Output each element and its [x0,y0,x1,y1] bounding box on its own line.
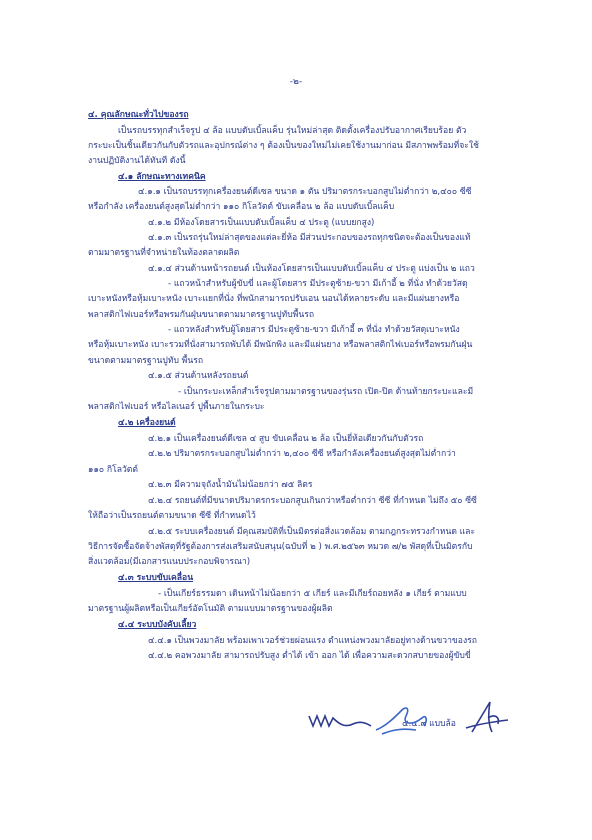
paragraph-line: - แถวหลังสำหรับผู้โดยสาร มีประตูซ้าย-ขวา มีเก้าอี้ ๓ ที่นั่ง ทำด้วยวัสดุเบาะหนัง [168,325,460,335]
signature-1 [305,702,375,736]
paragraph-line: หรือกำลัง เครื่องยนต์สูงสุดไม่ต่ำกว่า ๑๑๐ กิโลวัตต์ ขับเคลื่อน ๒ ล้อ แบบดับเบิ้ลแค็บ [88,202,395,212]
paragraph-line: ๔.๒.๓ มีความจุถังน้ำมันไม่น้อยกว่า ๗๕ ลิตร [148,480,313,490]
paragraph-line: กระบะเป็นชิ้นเดียวกันกับตัวรถและอุปกรณ์ต่าง ๆ ต้องเป็นของใหม่ไม่เคยใช้งานมาก่อน มีสภาพพร้อมที่จะใช้ [88,141,479,151]
subsection-heading-technical: ๔.๑ ลักษณะทางเทคนิค [118,172,206,182]
paragraph-line: เป็นรถบรรทุกสำเร็จรูป ๔ ล้อ แบบดับเบิ้ลแค็บ รุ่นใหม่ล่าสุด ติดตั้งเครื่องปรับอากาศเรียบร้อย ตัว [118,126,467,136]
paragraph-line: ๔.๒.๑ เป็นเครื่องยนต์ดีเซล ๔ สูบ ขับเคลื่อน ๒ ล้อ เป็นยี่ห้อเดียวกันกับตัวรถ [148,434,424,444]
paragraph-line: ขนาดตามมาตรฐานปูทับ พื้นรถ [88,356,204,366]
paragraph-line: ๑๑๐ กิโลวัตต์ [88,465,138,475]
paragraph-line: ๔.๑.๕ ส่วนด้านหลังรถยนต์ [148,371,249,381]
signature-2 [372,700,432,740]
paragraph-line: ๔.๑.๔ ส่วนด้านหน้ารถยนต์ เป็นห้องโดยสารเป็นแบบดับเบิ้ลแค็บ ๔ ประตู แบ่งเป็น ๒ แถว [148,264,475,274]
paragraph-line: หรือหุ้มเบาะหนัง เบาะรวมที่นั่งสามารถพับได้ มีพนักพิง และมีแผ่นยาง หรือพลาสติกไฟเบอร์หรือพรมกันฝุ่น [88,340,473,350]
subsection-heading-drive: ๔.๓ ระบบขับเคลื่อน [118,573,194,583]
paragraph-line: ๔.๔.๑ เป็นพวงมาลัย พร้อมเพาเวอร์ช่วยผ่อนแรง ตำแหน่งพวงมาลัยอยู่ทางด้านขวาของรถ [148,636,477,646]
paragraph-line: ๔.๑.๒ มีห้องโดยสารเป็นแบบดับเบิ้ลแค็บ ๔ ประตู (แบบยกสูง) [148,218,375,228]
paragraph-line: - เป็นกระบะเหล็กสำเร็จรูปตามมาตรฐานของรุ่นรถ เปิด-ปิด ด้านท้ายกระบะและมี [178,387,474,397]
paragraph-line: ให้ถือว่าเป็นรถยนต์ตามขนาด ซีซี ที่กำหนดไว้ [88,511,256,521]
paragraph-line: พลาสติกไฟเบอร์หรือพรมกันฝุ่นขนาดตามมาตรฐานปูทับพื้นรถ [88,310,315,320]
paragraph-line: - เป็นเกียร์ธรรมดา เดินหน้าไม่น้อยกว่า ๕ เกียร์ และมีเกียร์ถอยหลัง ๑ เกียร์ ตามแบบ [158,589,467,599]
paragraph-line: ๔.๑.๑ เป็นรถบรรทุกเครื่องยนต์ดีเซล ขนาด ๑ ตัน ปริมาตรกระบอกสูบไม่ต่ำกว่า ๒,๔๐๐ ซีซี [138,187,472,197]
paragraph-line: ตามมาตรฐานที่จำหน่ายในท้องตลาดผลิต [88,248,240,258]
paragraph-line: งานปฏิบัติงานได้ทันที ดังนี้ [88,156,186,166]
paragraph-line: วิธีการจัดซื้อจัดจ้างพัสดุที่รัฐต้องการส่งเสริมสนับสนุน(ฉบับที่ ๒ ) พ.ศ.๒๕๖๓ หมวด ๗/๒ พัสดุที่เป็นมิตรกับ [88,542,473,552]
paragraph-line: เบาะหนังหรือหุ้มเบาะหนัง เบาะแยกที่นั่ง ที่พนักสามารถปรับเอน นอนได้หลายระดับ และมีแผ่นยางหรือ [88,294,460,304]
paragraph-line: พลาสติกไฟเบอร์ หรือไลเนอร์ ปูพื้นภายในกระบะ [88,402,265,412]
paragraph-line: ๔.๒.๕ ระบบเครื่องยนต์ มีคุณสมบัติที่เป็นมิตรต่อสิ่งแวดล้อม ตามกฎกระทรวงกำหนด และ [148,527,476,537]
subsection-heading-steering: ๔.๔ ระบบบังคับเลี้ยว [118,620,197,630]
paragraph-line: ๔.๒.๔ รถยนต์ที่มีขนาดปริมาตรกระบอกสูบเกินกว่าหรือต่ำกว่า ซีซี ที่กำหนด ไม่ถึง ๕๐ ซีซี [148,496,477,506]
paragraph-line: มาตรฐานผู้ผลิตหรือเป็นเกียร์อัตโนมัติ ตามแบบมาตรฐานของผู้ผลิต [88,604,333,614]
paragraph-line: ๔.๒.๒ ปริมาตรกระบอกสูบไม่ต่ำกว่า ๒,๔๐๐ ซีซี หรือกำลังเครื่องยนต์สูงสุดไม่ต่ำกว่า [148,449,456,459]
subsection-heading-engine: ๔.๒ เครื่องยนต์ [118,418,176,428]
paragraph-line: ๔.๔.๓ แบบล้อ [402,719,456,729]
page-number: -๒- [289,77,303,87]
paragraph-line: ๔.๑.๓ เป็นรถรุ่นใหม่ล่าสุดของแต่ละยี่ห้อ มีส่วนประกอบของรถทุกชนิดจะต้องเป็นของแท้ [148,233,471,243]
paragraph-line: ๔.๔.๒ คอพวงมาลัย สามารถปรับสูง ต่ำได้ เข้า ออก ได้ เพื่อความสะดวกสบายของผู้ขับขี่ [148,651,471,661]
paragraph-line: - แถวหน้าสำหรับผู้ขับขี่ และผู้โดยสาร มีประตูซ้าย-ขวา มีเก้าอี้ ๒ ที่นั่ง ทำด้วยวัสดุ [168,279,468,289]
section-heading-general: ๔. คุณลักษณะทั่วไปของรถ [88,110,189,120]
signature-3 [458,698,518,738]
paragraph-line: สิ่งแวดล้อม(มีเอกสารแนบประกอบพิจารณา) [88,557,251,567]
